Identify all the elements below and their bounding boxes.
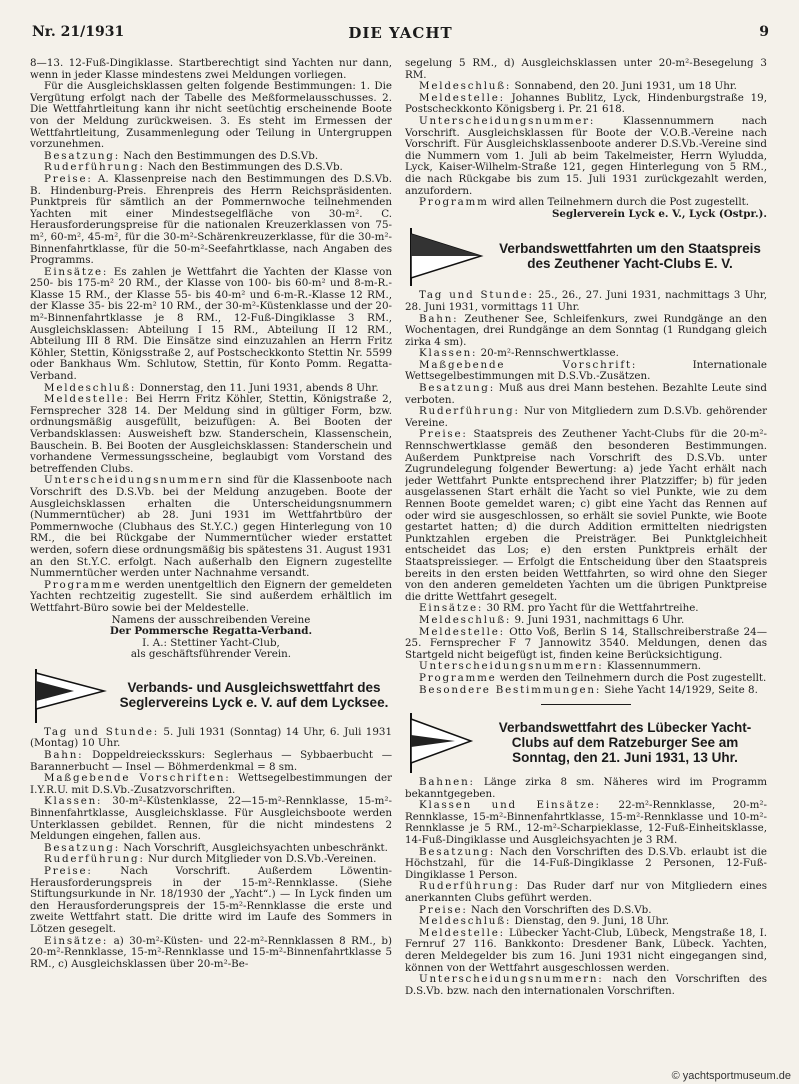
paragraph: Unterscheidungsnummern: Klassennummern.	[419, 660, 701, 673]
section-title: Verbandswettfahrt des Lübecker Yacht-Clubs auf dem Ratzeburger See am Sonntag, den 21. Juni 1931, 13 Uhr.	[498, 719, 752, 765]
section-heading	[405, 226, 767, 286]
paragraph: Klassen: 20-m²-Rennschwertklasse.	[419, 347, 619, 360]
page-number: 9	[759, 24, 769, 40]
paragraph: Programm wird allen Teilnehmern durch die Post zugestellt.	[419, 196, 750, 209]
pennant-flag-icon	[405, 226, 485, 286]
paragraph: Für die Ausgleichsklassen gelten folgende Bestimmungen: 1. Die Vergütung erfolgt nach der Tabelle des Meßformelausschusses. 2. Die Wettfahrtleitung kann ihr nicht seetüchtig erscheinende Boote von der Meldung zurückweisen. 3. Es steht im Ermessen der Wettfahrtleitung, Zusammenlegung oder Teilung in Untergruppen vorzunehmen.	[30, 80, 392, 151]
divider	[541, 704, 631, 705]
paragraph: Einsätze: a) 30-m²-Küsten- und 22-m²-Rennklassen 8 RM., b) 20-m²-Rennklasse, 15-m²-Rennklasse und 15-m²-Binnenfahrtklasse 5 RM., c) Ausgleichsklassen über 20-m²-Be-	[30, 934, 392, 970]
paragraph: Bahn: Zeuthener See, Schleifenkurs, zwei Rundgänge an den Wochentagen, drei Rundgänge an dem Sonntag (1 Rundgang gleich zirka 4 sm).	[405, 312, 767, 348]
signature-org: Der Pommersche Regatta-Verband.	[109, 625, 313, 638]
paragraph: Besatzung: Nach den Vorschriften des D.S.Vb. erlaubt ist die Höchstzahl, für die 14-Fuß-Dingiklasse 2 Personen, 12-Fuß-Dingiklasse 1 Person.	[405, 845, 767, 881]
burgee-flag-icon	[405, 711, 475, 773]
paragraph: Klassen und Einsätze: 22-m²-Rennklasse, 20-m²-Rennklasse, 15-m²-Binnenfahrtklasse, 15-m²-Rennklasse und 10-m²-Rennklasse je 5 RM., 12-m²-Scharpieklasse, 12-Fuß-Einheitsklasse, 14-Fuß-Dingiklasse und Ausgleichsyachten je 3 RM.	[405, 799, 767, 847]
paragraph: segelung 5 RM., d) Ausgleichsklassen unter 20-m²-Besegelung 3 RM.	[405, 58, 767, 81]
paragraph: Preise: Staatspreis des Zeuthener Yacht-Clubs für die 20-m²-Rennschwertklasse gemäß den besonderen Bestimmungen. Außerdem Punktpreise nach Vorschrift des D.S.Vb. unter Zugrundelegung folgender Bewertung: a) jede Yacht erhält nach jeder Wettfahrt Punkte entsprechend ihrer Platzziffer; b) für jeden ausgelassenen Start erhält die Yacht so viel Punkte, wie zu dem Rennen Boote gemeldet waren; c) gibt eine Yacht das Rennen auf oder wird sie ausgeschlossen, so erhält sie soviel Punkte, wie Boote gestartet hatten; d) die durch Addition ermittelten niedrigsten Punktzahlen ergeben die Preisträger. Bei Punktgleichheit entscheidet das Los; e) den ersten Punktpreis erhält der Staatspreissieger. — Erfolgt die Entscheidung über den Staatspreis bereits in den ersten beiden Wettfahrten, so wird ohne den Sieger von den anderen gemeldeten Yachten um die übrigen Punktpreise die dritte Wettfahrt gesegelt.	[405, 428, 767, 603]
paragraph: Unterscheidungsnummern: nach den Vorschriften des D.S.Vb. bzw. nach den internationalen Vorschriften.	[405, 973, 767, 997]
paragraph: Ruderführung: Nach den Bestimmungen des D.S.Vb.	[44, 161, 343, 174]
paragraph: Bahn: Doppeldreiecksskurs: Seglerhaus — Sybbaerbucht — Barannerbucht — Insel — Böhmerdenkmal = 8 sm.	[30, 749, 392, 773]
paragraph: Tag und Stunde: 25., 26., 27. Juni 1931, nachmittags 3 Uhr, 28. Juni 1931, vormittags 11 Uhr.	[405, 289, 767, 313]
signature-line: I. A.: Stettiner Yacht-Club,	[142, 636, 280, 649]
paragraph: Besatzung: Nach Vorschrift, Ausgleichsyachten unbeschränkt.	[44, 841, 388, 854]
magazine-title: DIE YACHT	[348, 24, 453, 42]
watermark: © yachtsportmuseum.de	[671, 1070, 791, 1082]
section-heading	[30, 667, 392, 723]
paragraph: Einsätze: 30 RM. pro Yacht für die Wettfahrtreihe.	[419, 602, 699, 615]
left-column	[30, 58, 392, 1058]
paragraph: Unterscheidungsnummer: Klassennummern nach Vorschrift. Ausgleichsklassen für Boote der V.O.B.-Vereine nach Vorschrift. Für Ausgleichsklassenboote anderer D.S.Vb.-Vereine sind die Nummern vom 1. Juli ab beim Takelmeister, Herrn Wyludda, Lyck, Kaiser-Wilhelm-Straße 121, gegen Hinterlegung von 5 RM., die nach Rückgabe bis zum 15. Juli 1931 zurückgezahlt werden, anzufordern.	[405, 114, 767, 197]
paragraph: Meldestelle: Lübecker Yacht-Club, Lübeck, Mengstraße 18, I. Fernruf 27 116. Bankkonto: Dresdener Bank, Lübeck. Yachten, deren Meldegelder bis zum 16. Juni 1931 nicht eingegangen sind, können von der Wettfahrt ausgeschlossen werden.	[405, 926, 767, 974]
paragraph: Meldeschluß: Sonnabend, den 20. Juni 1931, um 18 Uhr.	[419, 80, 737, 93]
paragraph: Besondere Bestimmungen: Siehe Yacht 14/1929, Seite 8.	[419, 683, 758, 696]
paragraph: Maßgebende Vorschriften: Wettsegelbestimmungen der I.Y.R.U. mit D.S.Vb.-Zusatzvorschriften.	[30, 772, 392, 796]
burgee-flag-icon	[30, 667, 108, 723]
paragraph: 8—13. 12-Fuß-Dingiklasse. Startberechtigt sind Yachten nur dann, wenn in jeder Klasse mindestens zwei Meldungen vorliegen.	[30, 58, 392, 81]
right-column	[405, 58, 767, 1058]
paragraph: Ruderführung: Das Ruder darf nur von Mitgliedern eines anerkannten Clubs geführt werden.	[405, 880, 767, 905]
signature-intro: Namens der ausschreibenden Vereine	[111, 613, 311, 626]
paragraph: Programme werden unentgeltlich den Eignern der gemeldeten Yachten rechtzeitig zugestellt. Sie sind außerdem erhältlich im Wettfahrt-Büro sowie bei der Meldestelle.	[30, 578, 392, 614]
paragraph: Preise: Nach den Vorschriften des D.S.Vb.	[419, 903, 652, 916]
paragraph: Meldestelle: Otto Voß, Berlin S 14, Stallschreiberstraße 24—25. Fernsprecher F 7 Jannowitz 3540. Meldungen, denen das Startgeld nicht beigefügt ist, finden keine Berücksichtigung.	[405, 625, 767, 661]
paragraph: Meldeschluß: Donnerstag, den 11. Juni 1931, abends 8 Uhr.	[44, 381, 379, 394]
section-title: Verbandswettfahrten um den Staatspreis des Zeuthener Yacht-Clubs E. V.	[499, 241, 761, 272]
club-signature: Seglerverein Lyck e. V., Lyck (Ostpr.).	[551, 207, 767, 220]
section-heading	[405, 711, 767, 773]
paragraph: Maßgebende Vorschrift: Internationale Wettsegelbestimmungen mit D.S.Vb.-Zusätzen.	[405, 358, 767, 383]
paragraph: Meldestelle: Bei Herrn Fritz Köhler, Stettin, Königstraße 2, Fernsprecher 328 14. Der Meldung sind in gültiger Form, bzw. ordnungsmäßig ausgefüllt, beizufügen: A. Bei Booten der Verbandsklassen: Ausweisheft bzw. Standerschein, Klassenschein, Bauschein. B. Bei Booten der Ausgleichsklassen: Standerschein und vorhandene Vermessungsscheine, beglaubigt vom Vorstand des betreffenden Clubs.	[30, 393, 392, 475]
paragraph: Unterscheidungsnummern sind für die Klassenboote nach Vorschrift des D.S.Vb. bei der Meldung anzugeben. Boote der Ausgleichsklassen erhalten die Unterscheidungsnummern (Nummerntücher) ab 28. Juni 1931 im Wettfahrtbüro der Pommernwoche (Clubhaus des St.Y.C.) gegen Hinterlegung von 10 RM., die bei Rückgabe der Nummerntücher wieder erstattet werden, sofern diese ordnungsmäßig bis spätestens 31. August 1931 an den St.Y.C. erfolgt. Nach außerhalb den Eignern zugestellte Nummerntücher werden unter Nachnahme versandt.	[30, 474, 392, 580]
paragraph: Einsätze: Es zahlen je Wettfahrt die Yachten der Klasse von 250- bis 175-m² 20 RM., der Klasse von 100- bis 60-m² und 8-m-R.-Klasse 15 RM., der Klasse 55- bis 40-m² und 6-m-R.-Klasse 12 RM., der Klasse 35- bis 22-m² 10 RM., der 30-m²-Küstenklasse und der 20-m²-Binnenfahrtklasse je 8 RM., 12-Fuß-Dingiklasse 3 RM., Ausgleichsklassen: Abteilung I 15 RM., Abteilung II 12 RM., Abteilung III 8 RM. Die Einsätze sind einzuzahlen an Herrn Fritz Köhler, Stettin, Königsstraße 2, auf Postscheckkonto Stettin Nr. 5599 oder Bankhaus Wm. Schlutow, Stettin, für Konto Pomm. Regatta-Verband.	[30, 265, 392, 383]
paragraph: Tag und Stunde: 5. Juli 1931 (Sonntag) 14 Uhr, 6. Juli 1931 (Montag) 10 Uhr.	[30, 725, 392, 750]
paragraph: Preise: Nach Vorschrift. Außerdem Löwentin-Herausforderungspreis in der 15-m²-Rennklasse. (Siehe Stiftungsurkunde in Nr. 18/1930 der „Yacht“.) — In Lyck finden um den Herausforderungspreis der 15-m²-Rennklasse die erste und zweite Wettfahrt statt. Die dritte wird im Laufe des Sommers in Lötzen gesegelt.	[30, 865, 392, 935]
signature-line: als geschäftsführender Verein.	[130, 648, 292, 661]
paragraph: Meldestelle: Johannes Bublitz, Lyck, Hindenburgstraße 19, Postscheckkonto Königsberg i. Pr. 21 618.	[405, 91, 767, 116]
paragraph: Besatzung: Nach den Bestimmungen des D.S.Vb.	[44, 149, 319, 162]
paragraph: Besatzung: Muß aus drei Mann bestehen. Bezahlte Leute sind verboten.	[405, 382, 767, 406]
page-header	[32, 24, 769, 48]
paragraph: Ruderführung: Nur durch Mitglieder von D.S.Vb.-Vereinen.	[44, 853, 377, 866]
section-title: Verbands- und Ausgleichswettfahrt des Seglervereins Lyck e. V. auf dem Lycksee.	[119, 679, 389, 710]
paragraph: Meldeschluß: 9. Juni 1931, nachmittags 6 Uhr.	[419, 613, 685, 626]
paragraph: Ruderführung: Nur von Mitgliedern zum D.S.Vb. gehörender Vereine.	[405, 405, 767, 429]
paragraph: Programme werden den Teilnehmern durch die Post zugestellt.	[419, 671, 767, 684]
paragraph: Preise: A. Klassenpreise nach den Bestimmungen des D.S.Vb. B. Hindenburg-Preis. Ehrenpreis des Herrn Reichspräsidenten. Punktpreis für sämtlich an der Pommernwoche teilnehmenden Yachten mit einer Mindestsegelfläche von 30-m². C. Herausforderungspreise für die nationalen Kreuzerklassen von 75-m², 60-m², 45-m², für die 30-m²-Schärenkreuzerklasse, für die 30-m²-Binnenfahrtklasse, für die 50-m²-Seefahrtklasse, nach Angaben des Programms.	[30, 172, 392, 267]
paragraph: Klassen: 30-m²-Küstenklasse, 22—15-m²-Rennklasse, 15-m²-Binnenfahrtklasse, Ausgleichsklasse. Für Ausgleichsboote werden Unterklassen gebildet. Rennen, für die nicht mindestens 2 Meldungen eingehen, fallen aus.	[30, 795, 392, 843]
issue-number: Nr. 21/1931	[32, 24, 125, 40]
paragraph: Bahnen: Länge zirka 8 sm. Näheres wird im Programm bekanntgegeben.	[405, 776, 767, 800]
paragraph: Meldeschluß: Dienstag, den 9. Juni, 18 Uhr.	[419, 915, 670, 928]
